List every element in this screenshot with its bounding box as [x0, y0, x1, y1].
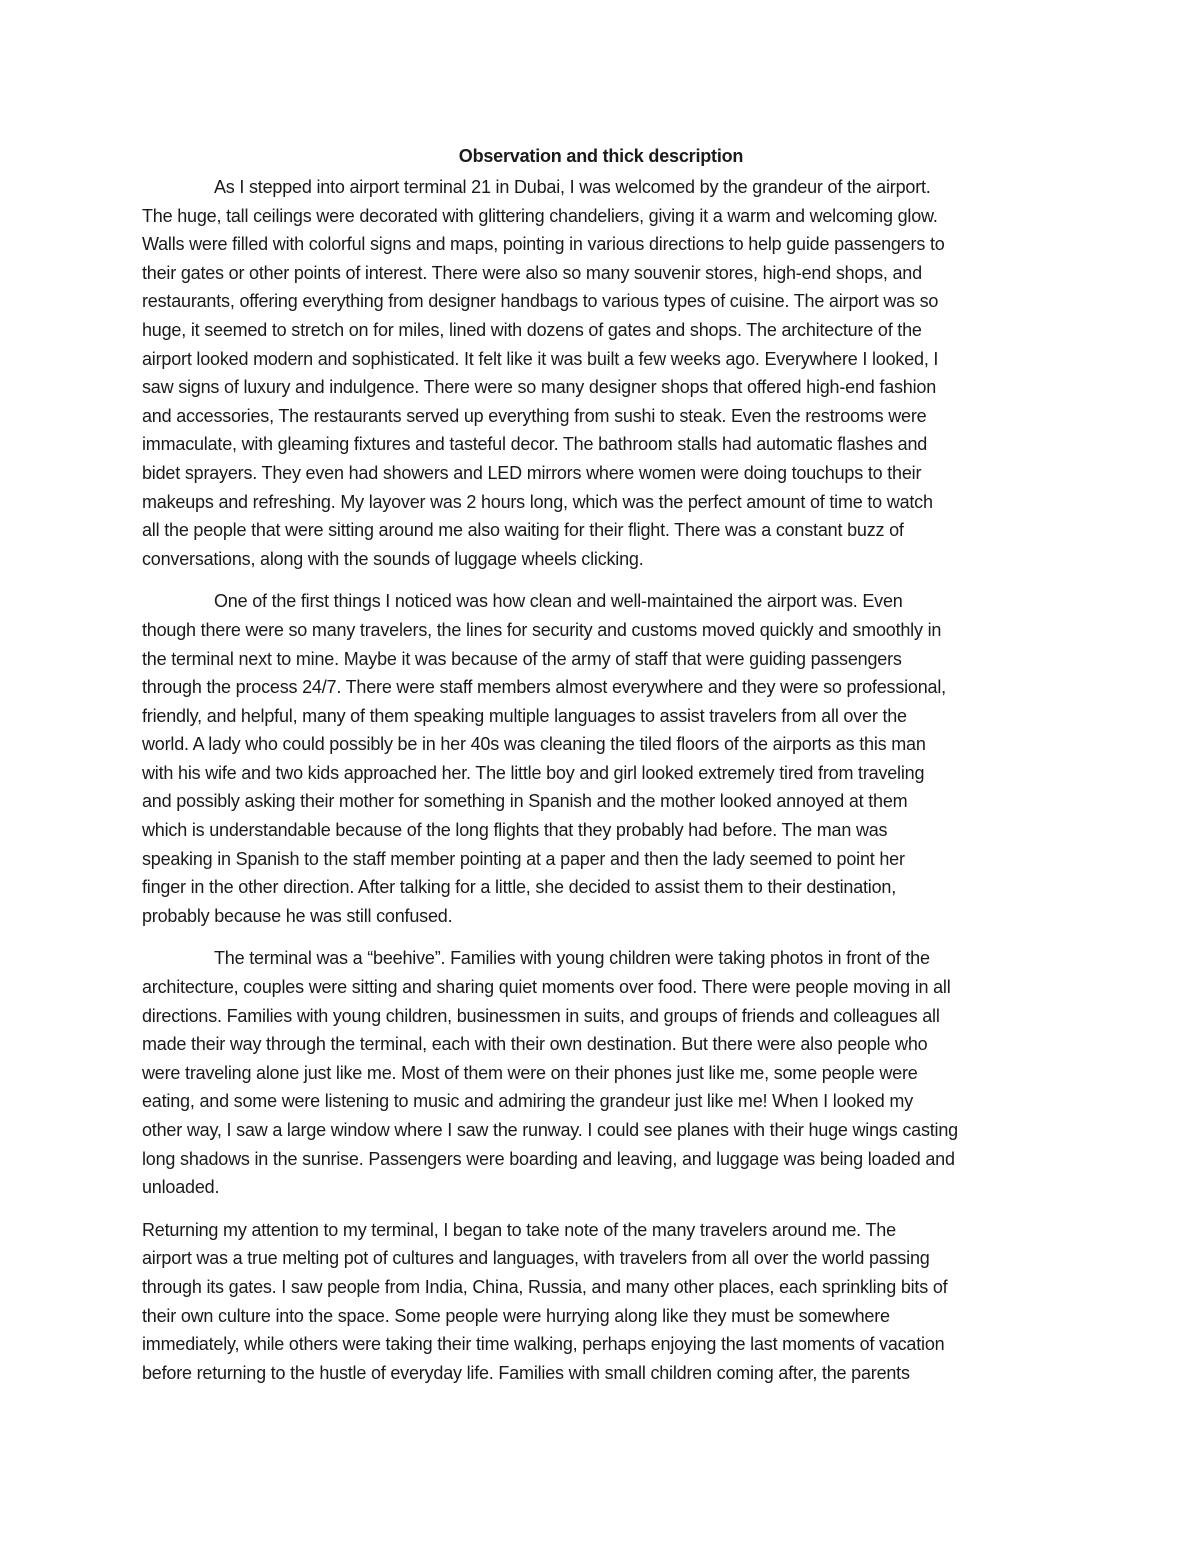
- text-line: eating, and some were listening to music and admiring the grandeur just like me! When I looked my: [142, 1091, 914, 1112]
- paragraph: [142, 173, 1060, 573]
- text-line: other way, I saw a large window where I saw the runway. I could see planes with their huge wings casting: [142, 1120, 958, 1140]
- document-body: [142, 142, 1060, 1387]
- text-line: and accessories, The restaurants served up everything from sushi to steak. Even the restrooms were: [142, 405, 927, 426]
- text-line: friendly, and helpful, many of them speaking multiple languages to assist travelers from all over the: [142, 705, 907, 726]
- text-line: finger in the other direction. After talking for a little, she decided to assist them to their destination,: [142, 877, 897, 898]
- text-line: though there were so many travelers, the lines for security and customs moved quickly and smoothly in: [142, 619, 942, 640]
- text-line: through the process 24/7. There were staff members almost everywhere and they were so professional,: [142, 677, 946, 698]
- text-line: world. A lady who could possibly be in her 40s was cleaning the tiled floors of the airports as this man: [142, 734, 926, 755]
- text-line: the terminal next to mine. Maybe it was because of the army of staff that were guiding passengers: [142, 648, 902, 669]
- text-line: restaurants, offering everything from designer handbags to various types of cuisine. The airport was so: [142, 291, 939, 312]
- text-line: their gates or other points of interest. There were also so many souvenir stores, high-end shops, and: [142, 262, 922, 283]
- paragraph-spacing: [142, 1202, 1060, 1216]
- paragraph: [142, 587, 1060, 930]
- text-line: makeups and refreshing. My layover was 2 hours long, which was the perfect amount of time to watch: [142, 491, 933, 512]
- text-line: airport looked modern and sophisticated. It felt like it was built a few weeks ago. Everywhere I looked, I: [142, 348, 939, 369]
- text-line: speaking in Spanish to the staff member pointing at a paper and then the lady seemed to point her: [142, 848, 905, 869]
- text-line: made their way through the terminal, each with their own destination. But there were also people who: [142, 1034, 928, 1055]
- text-line: The huge, tall ceilings were decorated with glittering chandeliers, giving it a warm and welcoming glow.: [142, 205, 938, 226]
- text-line: saw signs of luxury and indulgence. There were so many designer shops that offered high-end fashion: [142, 377, 937, 398]
- text-line: unloaded.: [142, 1177, 220, 1198]
- text-line: airport was a true melting pot of cultures and languages, with travelers from all over the world passing: [142, 1248, 930, 1269]
- text-line: One of the first things I noticed was how clean and well-maintained the airport was. Even: [214, 591, 903, 612]
- text-line: immaculate, with gleaming fixtures and tasteful decor. The bathroom stalls had automatic flashes and: [142, 434, 928, 455]
- text-line: huge, it seemed to stretch on for miles, lined with dozens of gates and shops. The architecture of the: [142, 319, 922, 340]
- text-line: and possibly asking their mother for something in Spanish and the mother looked annoyed at them: [142, 791, 908, 812]
- text-line: Walls were filled with colorful signs and maps, pointing in various directions to help guide passengers to: [142, 234, 945, 255]
- text-line: immediately, while others were taking their time walking, perhaps enjoying the last moments of vacation: [142, 1334, 945, 1355]
- text-line: with his wife and two kids approached her. The little boy and girl looked extremely tired from traveling: [142, 762, 925, 783]
- text-line: directions. Families with young children, businessmen in suits, and groups of friends and colleagues all: [142, 1005, 940, 1026]
- text-line: their own culture into the space. Some people were hurrying along like they must be somewhere: [142, 1305, 890, 1326]
- paragraph: [142, 944, 1060, 1201]
- text-line: long shadows in the sunrise. Passengers were boarding and leaving, and luggage was being loaded and: [142, 1148, 955, 1169]
- paragraph-spacing: [142, 930, 1060, 944]
- text-line: The terminal was a “beehive”. Families with young children were taking photos in front of the: [214, 948, 930, 969]
- text-line: all the people that were sitting around me also waiting for their flight. There was a constant buzz of: [142, 520, 904, 541]
- paragraph-spacing: [142, 573, 1060, 587]
- text-line: As I stepped into airport terminal 21 in Dubai, I was welcomed by the grandeur of the airport.: [214, 177, 931, 197]
- text-line: through its gates. I saw people from India, China, Russia, and many other places, each sprinkling bits of: [142, 1276, 948, 1297]
- text-line: architecture, couples were sitting and sharing quiet moments over food. There were people moving in all: [142, 977, 951, 998]
- document-title: Observation and thick description: [458, 146, 744, 166]
- text-line: conversations, along with the sounds of luggage wheels clicking.: [142, 548, 644, 569]
- text-line: probably because he was still confused.: [142, 905, 453, 926]
- text-line: which is understandable because of the long flights that they probably had before. The man was: [142, 820, 888, 841]
- text-line: before returning to the hustle of everyday life. Families with small children coming after, the parents: [142, 1362, 910, 1383]
- paragraphs-container: [142, 173, 1060, 1387]
- paragraph: [142, 1216, 1060, 1388]
- text-line: were traveling alone just like me. Most of them were on their phones just like me, some people were: [142, 1062, 918, 1083]
- text-line: bidet sprayers. They even had showers and LED mirrors where women were doing touchups to their: [142, 462, 922, 483]
- text-line: Returning my attention to my terminal, I began to take note of the many travelers around me. The: [142, 1219, 896, 1240]
